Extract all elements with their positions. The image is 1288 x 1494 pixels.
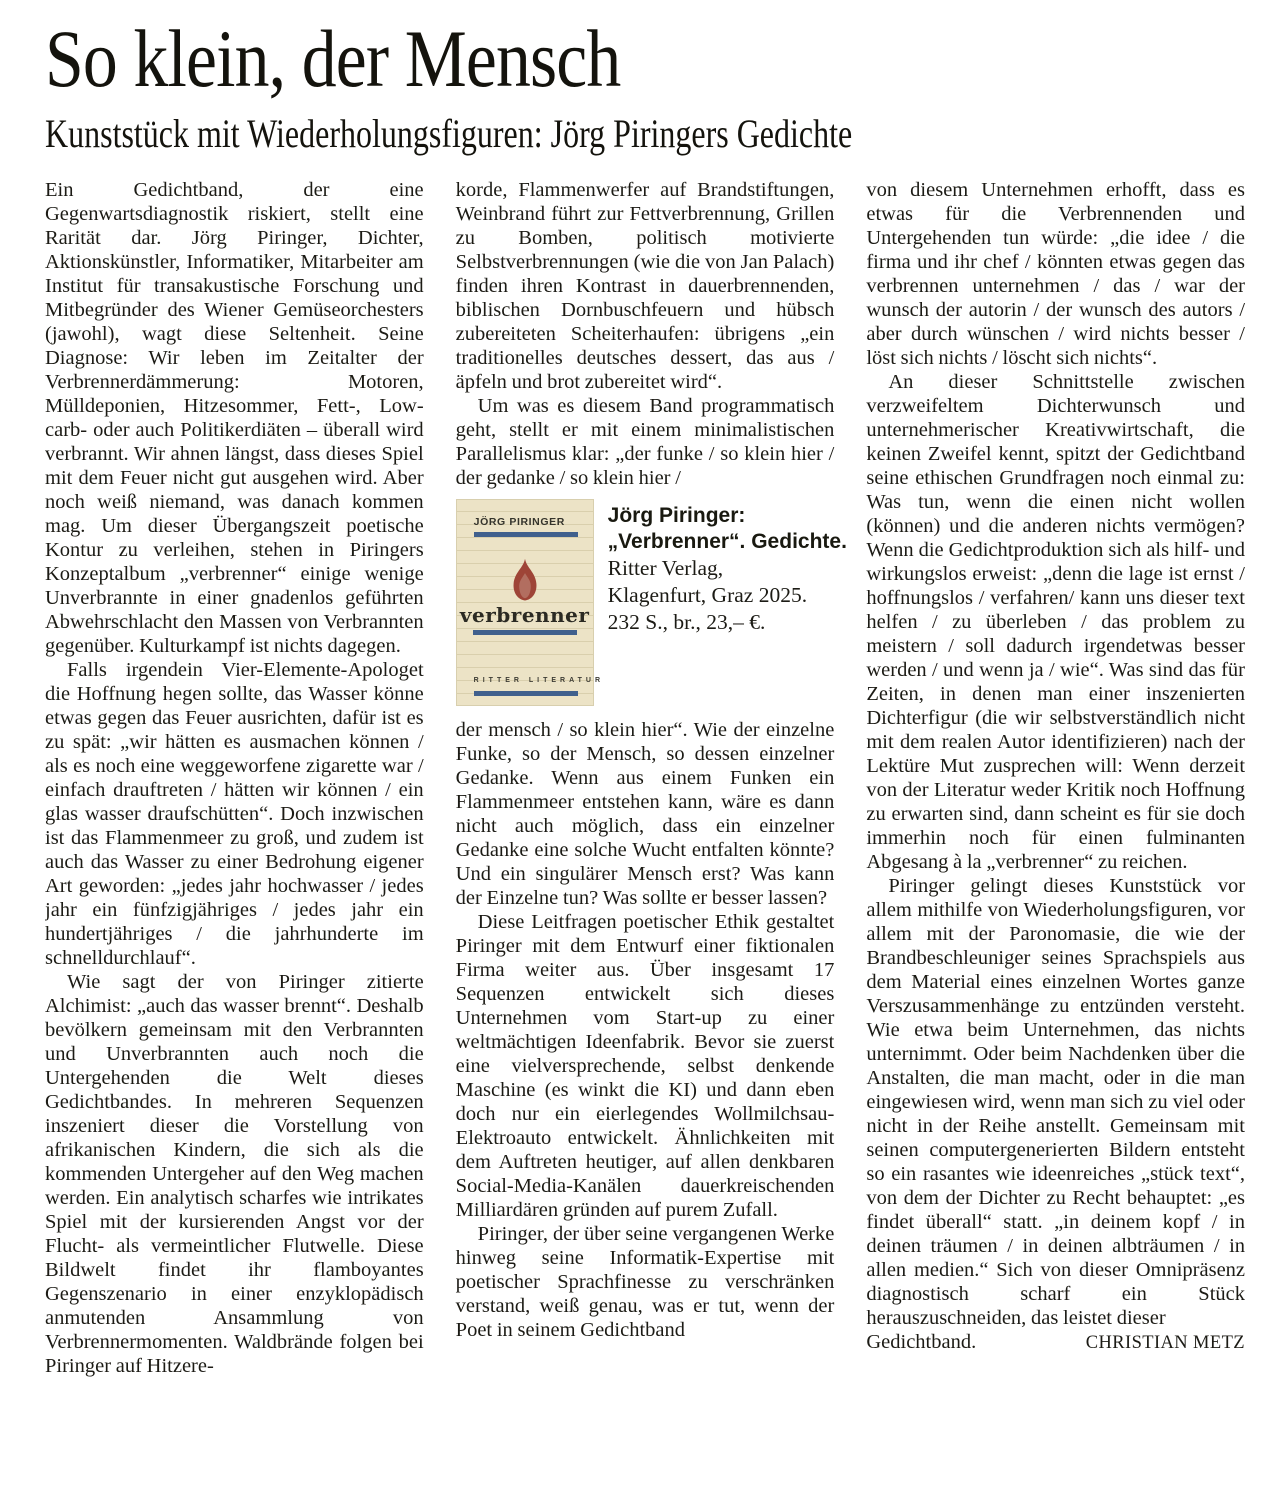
article-body bbox=[45, 178, 1245, 1478]
book-cover bbox=[456, 499, 605, 706]
cover-author: JÖRG PIRINGER bbox=[473, 516, 565, 528]
flame-icon bbox=[506, 557, 544, 603]
article-subtitle: Kunststück mit Wiederholungsfiguren: Jörg Piringers Gedichte bbox=[45, 111, 853, 156]
author-byline: CHRISTIAN METZ bbox=[1085, 1333, 1245, 1353]
paragraph: Wie sagt der von Piringer zitierte Alchimist: „auch das wasser brennt“. Deshalb bevölkern gemeinsam mit den Verbrannten und Unverbrannten auch noch die Untergehenden die Welt dieses Gedichtbandes. In mehreren Sequenzen inszeniert dieser die Vorstellung von afrikanischen Kindern, die sich als die kommenden Untergeher auf den Weg machen werden. Ein analytisch scharfes wie intrikates Spiel mit der kursierenden Angst vor der Flucht- als vermeintlicher Flutwelle. Diese Bildwelt findet ihr flamboyantes Gegenszenario in einer enzyklopädisch anmutenden Ansammlung von Verbrennermomenten. Waldbrände folgen bei Piringer auf Hitzere- bbox=[45, 971, 424, 1377]
cover-rule-middle bbox=[473, 630, 577, 635]
text-column-2 bbox=[455, 178, 847, 1478]
paragraph: Diese Leitfragen poetischer Ethik gestaltet Piringer mit dem Entwurf einer fiktionalen Firma weiter aus. Über insgesamt 17 Sequenzen entwickelt sich dieses Unternehmen vom Start-up zu einer weltmächtigen Ideenfabrik. Bevor sie zuerst eine vielversprechende, selbst denkende Maschine (es winkt die KI) und dann eben doch nur ein eierlegendes Wollmilchsau-Elektroauto entwickelt. Ähnlichkeiten mit dem Auftreten heutiger, auf allen denkbaren Social-Media-Kanälen dauerkreischenden Milliardären gründen auf purem Zufall. bbox=[455, 911, 835, 1221]
paragraph: Um was es diesem Band programmatisch geht, stellt er mit einem minimalistischen Parallelismus klar: „der funke / so klein hier / der gedanke / so klein hier / bbox=[455, 395, 835, 489]
closing-row bbox=[866, 1330, 1245, 1355]
paragraph: Piringer gelingt dieses Kunststück vor allem mithilfe von Wiederholungsfiguren, vor allem mit der Paronomasie, die wie der Brandbeschleuniger seines Sprachspiels aus dem Material eines einzelnen Wortes ganze Verszusammenhänge zu entzünden versteht. Wie etwa beim Unternehmen, das nichts unternimmt. Oder beim Nachdenken über die Anstalten, die man macht, oder in die man eingewiesen wird, wenn man sich zu viel oder nicht in der Reihe anstellt. Gemeinsam mit seinen computergenerierten Bildern entsteht so ein rasantes wie ideenreiches „stück text“, von dem der Dichter zu Recht behauptet: „es findet überall“ statt. „in deinem kopf / in deinen träumen / in deinen albträumen / in allen medien.“ Sich von dieser Omnipräsenz diagnostisch scharf ein Stück herauszuschneiden, das leistet dieser bbox=[866, 875, 1245, 1329]
cover-rule-top bbox=[474, 532, 578, 537]
paragraph: Falls irgendein Vier-Elemente-Apologet die Hoffnung hegen sollte, das Wasser könne etwas gegen das Feuer ausrichten, dafür ist es zu spät: „wir hätten es ausmachen können / als es noch eine weggeworfene zigarette war / einfach drauftreten / hätten wir können / ein glas wasser draufschütten“. Doch inzwischen ist das Flammenmeer zu groß, und zudem ist auch das Wasser zu einer Bedrohung eigener Art geworden: „jedes jahr hochwasser / jedes jahr ein fünfzigjähriges / jedes jahr ein hundertjähriges / die jahrhunderte im schnelldurchlauf“. bbox=[45, 659, 424, 969]
text-column-3 bbox=[866, 178, 1245, 1478]
book-figure bbox=[456, 499, 847, 706]
caption-title: „Verbrenner“. Gedichte. bbox=[607, 530, 847, 553]
paragraph: von diesem Unternehmen erhofft, dass es etwas für die Verbrennenden und Untergehenden tun würde: „die idee / die firma und ihr chef / könnten etwas gegen das verbrennen unternehmen / das / war der wunsch der autorin / der wunsch des autors / aber durch wünschen / wird nichts besser / löst sich nichts / löscht sich nichts“. bbox=[866, 179, 1245, 369]
cover-imprint: RITTER LITERATUR bbox=[473, 677, 605, 684]
closing-word: Gedichtband. bbox=[866, 1331, 977, 1353]
book-caption bbox=[594, 499, 847, 636]
caption-pages-price: 232 S., br., 23,– €. bbox=[607, 610, 766, 634]
paragraph: An dieser Schnittstelle zwischen verzweifeltem Dichterwunsch und unternehmerischer Kreativwirtschaft, die keinen Zweifel kennt, spitzt der Gedichtband seine ethischen Grundfragen noch einmal zu: Was tun, wenn die einen nicht wollen (können) und die anderen nichts vermögen? Wenn die Gedichtproduktion sich als hilf- und wirkungslos erweist: „denn die lage ist ernst / hoffnungslos / verfahren/ kann uns dieser text helfen / zu überleben / das problem zu meistern / soll dadurch irgendetwas besser werden / und wenn ja / wie“. Was sind das für Zeiten, in denen man einer inszenierten Dichterfigur (die wir selbstverständlich nicht mit dem realen Autor identifizieren) nach der Lektüre Mut zusprechen will: Wenn derzeit von der Literatur weder Kritik noch Hoffnung zu erwarten sind, dann scheint es für sie doch immerhin noch für einen fulminanten Abgesang à la „verbrenner“ zu reichen. bbox=[866, 371, 1245, 873]
caption-author: Jörg Piringer: bbox=[607, 504, 746, 527]
paragraph: Piringer, der über seine vergangenen Werke hinweg seine Informatik-Expertise mit poetischer Sprachfinesse zu verschränken verstand, weiß genau, was er tut, wenn der Poet in seinem Gedichtband bbox=[455, 1223, 835, 1341]
paragraph: der mensch / so klein hier“. Wie der einzelne Funke, so der Mensch, so dessen einzelner Gedanke. Wenn aus einem Funken ein Flammenmeer entstehen kann, wäre es dann nicht auch möglich, dass ein einzelner Gedanke eine solche Wucht entfalten könnte? Und ein singulärer Mensch erst? Was kann der Einzelne tun? Was sollte er besser lassen? bbox=[455, 719, 835, 909]
cover-rule-bottom bbox=[474, 691, 578, 696]
caption-publisher: Ritter Verlag, bbox=[607, 556, 724, 580]
cover-title: verbrenner bbox=[459, 602, 590, 627]
text-column-1 bbox=[45, 178, 424, 1478]
paragraph: korde, Flammenwerfer auf Brandstiftungen, Weinbrand führt zur Fettverbrennung, Grillen zu Bomben, politisch motivierte Selbstverbrennungen (wie die von Jan Palach) finden ihren Kontrast in dauerbrennenden, biblischen Dornbuschfeuern und hübsch zubereiteten Scheiterhaufen: übrigens „ein traditionelles deutsches dessert, das aus / äpfeln und brot zubereitet wird“. bbox=[455, 179, 835, 393]
article-title: So klein, der Mensch bbox=[45, 13, 621, 104]
paragraph: Ein Gedichtband, der eine Gegenwartsdiagnostik riskiert, stellt eine Rarität dar. Jörg Piringer, Dichter, Aktionskünstler, Informatiker, Mitarbeiter am Institut für transakustische Forschung und Mitbegründer des Wiener Gemüseorchesters (jawohl), wagt diese Seltenheit. Seine Diagnose: Wir leben im Zeitalter der Verbrennerdämmerung: Motoren, Mülldeponien, Hitzesommer, Fett-, Low-carb- oder auch Politikerdiäten – überall wird verbrannt. Wir ahnen längst, dass dieses Spiel mit dem Feuer nicht gut ausgehen wird. Aber noch weiß niemand, was danach kommen mag. Um dieser Übergangszeit poetische Kontur zu verleihen, stehen in Piringers Konzeptalbum „verbrenner“ einige wenige Unverbrannte in einer gnadenlos geführten Abwehrschlacht den Massen von Verbrannten gegenüber. Kulturkampf ist nichts dagegen. bbox=[45, 179, 424, 657]
caption-place-year: Klagenfurt, Graz 2025. bbox=[607, 583, 808, 607]
